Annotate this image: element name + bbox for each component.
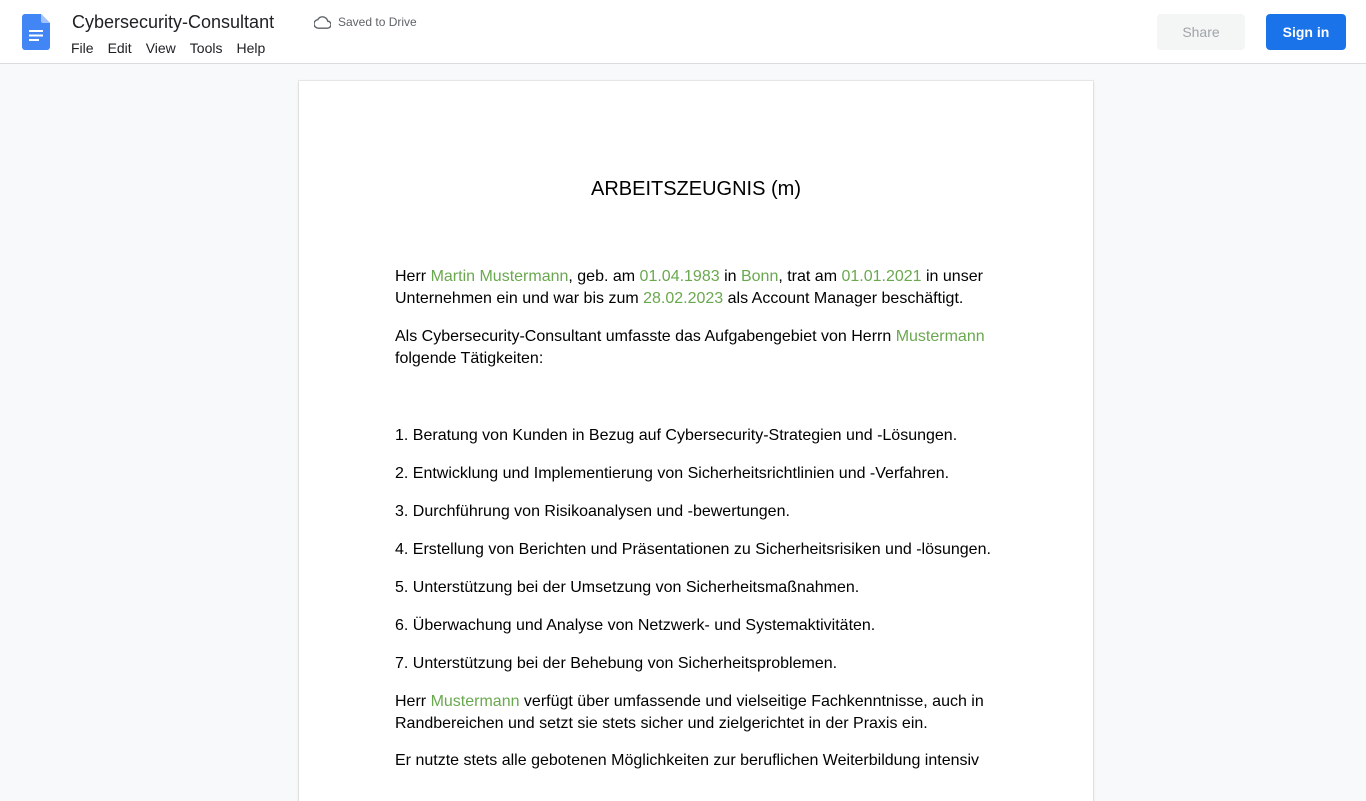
text: Als Cybersecurity-Consultant umfasste das Aufgabengebiet von Herrn (395, 328, 896, 345)
document-title[interactable]: Cybersecurity-Consultant (72, 12, 275, 32)
birth-place: Bonn (740, 268, 779, 285)
text: Herr (395, 693, 431, 710)
text: Unternehmen ein und war bis zum (395, 290, 644, 307)
google-docs-icon[interactable] (22, 14, 50, 50)
document-heading: ARBEITSZEUGNIS (m) (590, 178, 801, 200)
paragraph-role-line-1 (395, 326, 995, 348)
save-status-label: Saved to Drive (338, 15, 417, 29)
menu-tools[interactable]: Tools (189, 40, 223, 56)
task-item: 1. Beratung von Kunden in Bezug auf Cybersecurity-Strategien und -Lösungen. (395, 427, 958, 444)
paragraph-skills (395, 691, 995, 735)
task-item: 4. Erstellung von Berichten und Präsentationen zu Sicherheitsrisiken und -lösungen. (395, 541, 991, 558)
sign-in-button[interactable]: Sign in (1266, 14, 1346, 50)
text: in (719, 268, 741, 285)
employee-name: Martin Mustermann (430, 268, 569, 285)
top-bar (0, 0, 1366, 64)
text: verfügt über umfassende und vielseitige Fachkenntnisse, auch in (519, 693, 984, 710)
task-item: 6. Überwachung und Analyse von Netzwerk- und Systemaktivitäten. (395, 617, 876, 634)
document-page[interactable] (299, 81, 1093, 801)
text: Herr (395, 268, 431, 285)
text: in unser (921, 268, 983, 285)
menu-view[interactable]: View (145, 40, 176, 56)
task-item: 5. Unterstützung bei der Umsetzung von Sicherheitsmaßnahmen. (395, 579, 860, 596)
cloud-icon (314, 16, 331, 29)
paragraph-role (395, 326, 995, 370)
share-button[interactable]: Share (1157, 14, 1245, 50)
birth-date: 01.04.1983 (639, 268, 720, 285)
employee-surname: Mustermann (430, 693, 520, 710)
menu-edit[interactable]: Edit (107, 40, 132, 56)
task-item: 3. Durchführung von Risikoanalysen und -bewertungen. (395, 503, 790, 520)
end-date: 28.02.2023 (643, 290, 724, 307)
start-date: 01.01.2021 (841, 268, 922, 285)
paragraph-role-line-2: folgende Tätigkeiten: (395, 350, 544, 367)
menu-help[interactable]: Help (236, 40, 266, 56)
task-item: 2. Entwicklung und Implementierung von Sicherheitsrichtlinien und -Verfahren. (395, 465, 950, 482)
paragraph-intro-line-2 (395, 288, 995, 310)
text: , trat am (778, 268, 842, 285)
paragraph-intro (395, 266, 995, 310)
menu-file[interactable]: File (71, 40, 94, 56)
task-item: 7. Unterstützung bei der Behebung von Sicherheitsproblemen. (395, 655, 838, 672)
text: als Account Manager beschäftigt. (723, 290, 964, 307)
paragraph-skills-line-2: Randbereichen und setzt sie stets sicher und zielgerichtet in der Praxis ein. (395, 715, 928, 732)
paragraph-training: Er nutzte stets alle gebotenen Möglichkeiten zur beruflichen Weiterbildung intensiv (395, 752, 980, 769)
text: , geb. am (568, 268, 640, 285)
save-status (314, 13, 417, 31)
paragraph-intro-line-1 (395, 266, 995, 288)
employee-surname: Mustermann (895, 328, 985, 345)
paragraph-skills-line-1 (395, 691, 995, 713)
menu-bar (64, 38, 272, 59)
